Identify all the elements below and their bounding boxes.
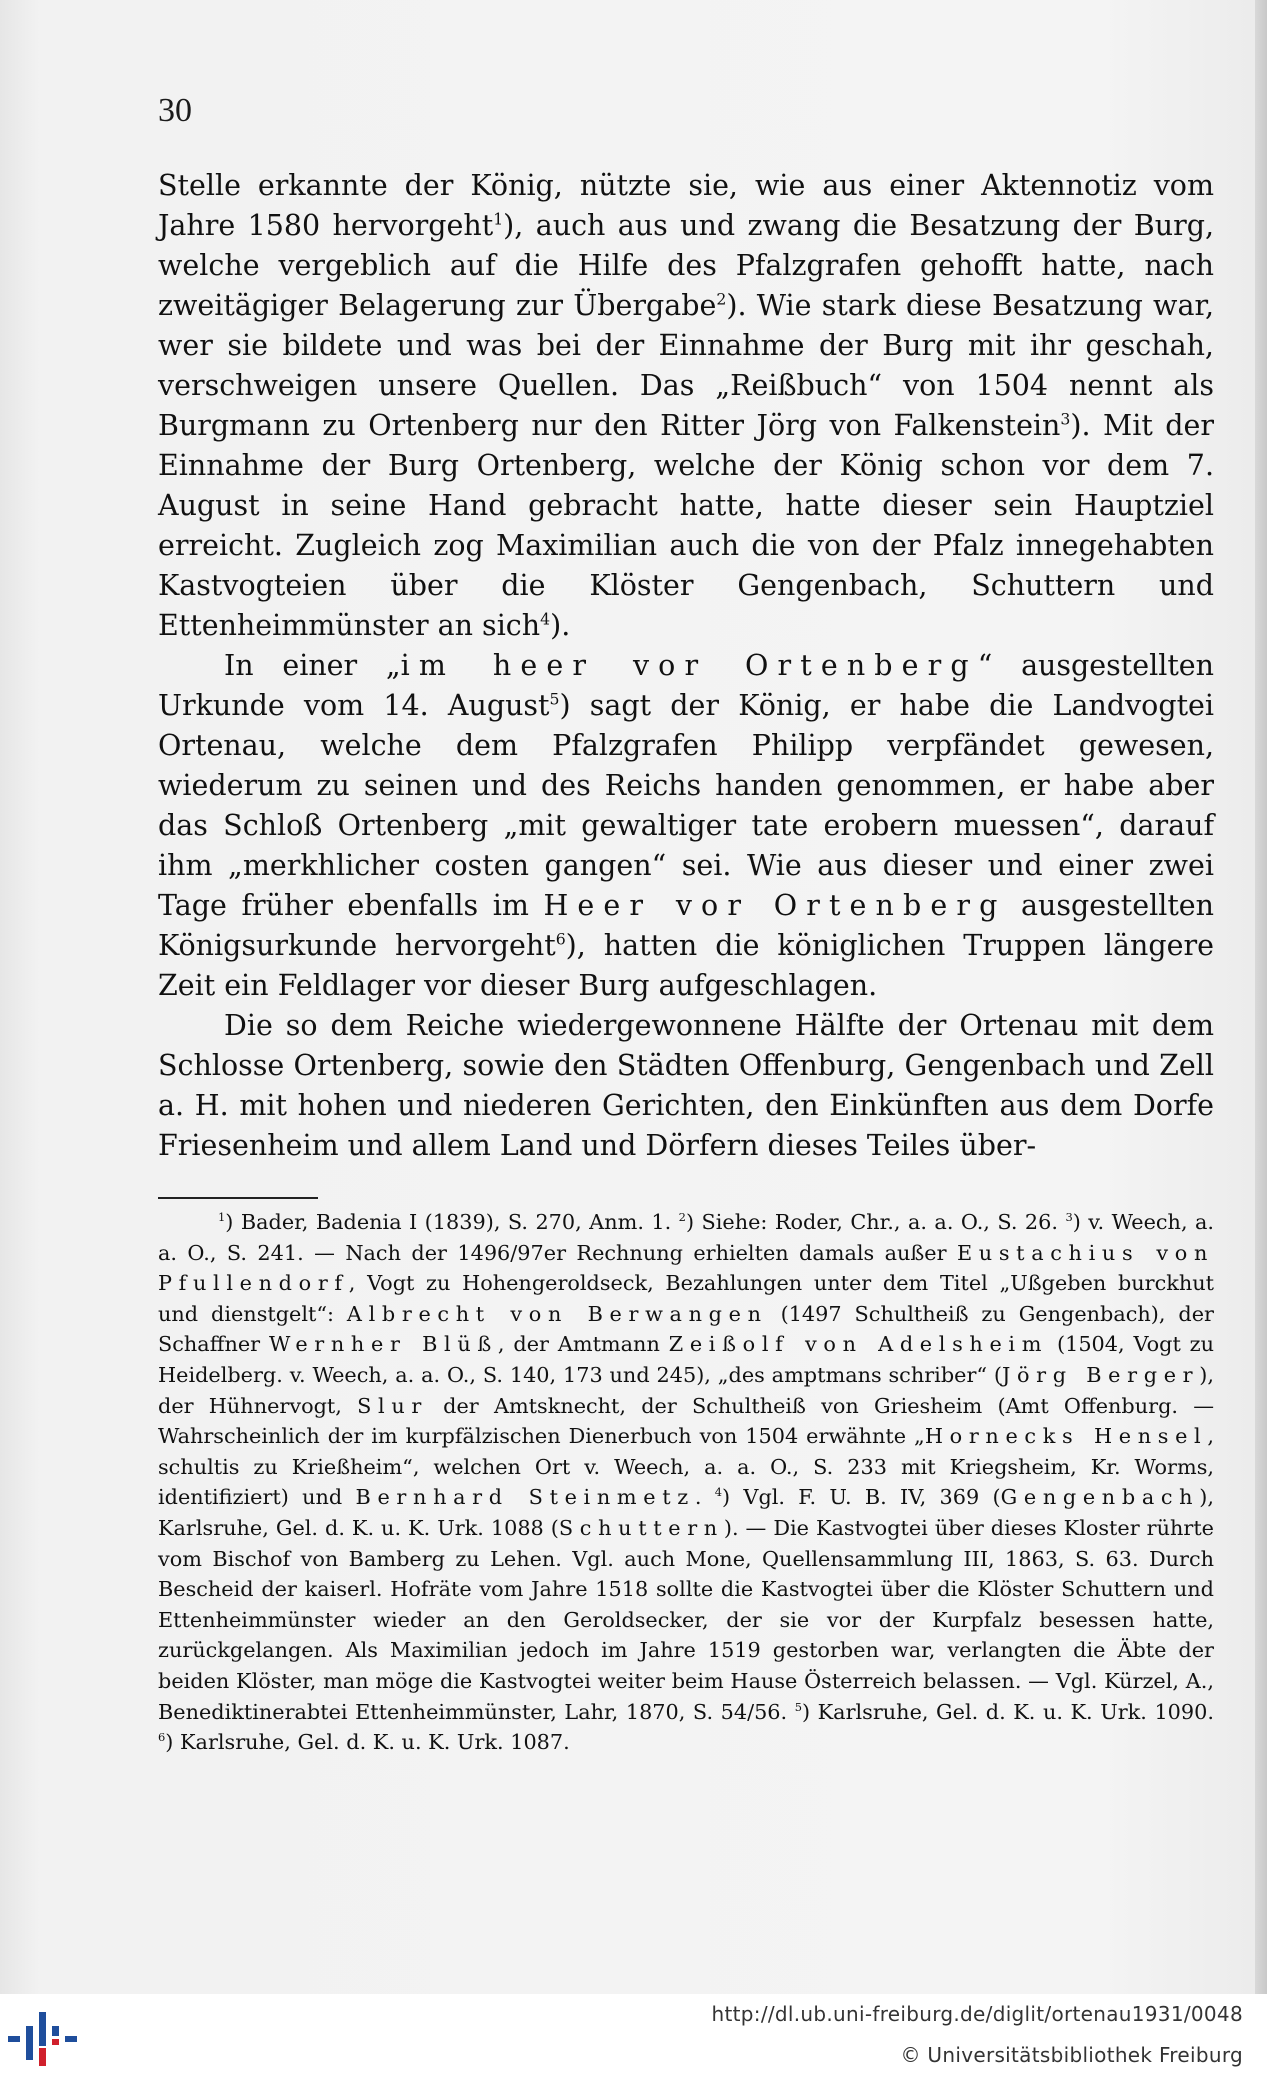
spaced-name: Schuttern (558, 1515, 724, 1540)
text-run: ). (550, 609, 571, 642)
ub-freiburg-logo-icon[interactable] (8, 2008, 78, 2070)
footnote-ref[interactable]: 6 (555, 929, 566, 949)
spaced-text: Heer vor Ortenberg (543, 889, 1007, 922)
footnotes (158, 1207, 1214, 1758)
spaced-name: Albrecht von Berwangen (346, 1301, 768, 1326)
footnote-ref[interactable]: 3 (1060, 409, 1071, 429)
footnote-text: ) Vgl. F. U. B. IV, 369 ( (722, 1485, 1001, 1510)
footnote-divider (158, 1197, 318, 1199)
footnote-text: ) Siehe: Roder, Chr., a. a. O., S. 26. (685, 1210, 1066, 1234)
footnote-ref[interactable]: 4 (540, 609, 551, 629)
logo-segment (52, 2026, 59, 2036)
main-text (158, 166, 1214, 1166)
footnote-text: ) Karlsruhe, Gel. d. K. u. K. Urk. 1087. (165, 1730, 570, 1755)
footnote-text: , Vogt zu Hohengeroldseck, Bezahlungen unter dem Titel „Ußgeben burckhut und dienstgelt“: (158, 1271, 1214, 1326)
copyright-notice: © Universitätsbibliothek Freiburg (900, 2043, 1243, 2067)
logo-segment (52, 2039, 59, 2045)
footnote-marker: 4 (714, 1485, 723, 1500)
page-number: 30 (158, 92, 192, 129)
logo-segment (39, 2012, 46, 2046)
spaced-name: Wernher Blüß (268, 1332, 498, 1357)
page-edge (1255, 0, 1267, 1994)
text-run: ) sagt der König, er habe die Landvogtei Ortenau, welche dem Pfalzgrafen Philipp verpfändet gewesen, wiederum zu seinen und des Reichs handen genommen, er habe aber das Schloß Ortenberg „mit gewaltiger tate erobern muessen“, darauf ihm „merkhlicher costen gangen“ sei. Wie aus dieser und einer zwei Tage früher ebenfalls im (158, 689, 1215, 922)
spaced-name: Eustachius von Pfullendorf (158, 1240, 1214, 1296)
footnote-text: ) Karlsruhe, Gel. d. K. u. K. Urk. 1090. (801, 1699, 1214, 1724)
footnote-marker: 2 (678, 1210, 686, 1225)
footnote-ref[interactable]: 5 (549, 689, 560, 709)
footnote-text: ), Karlsruhe, Gel. d. K. u. K. Urk. 1088 ( (158, 1485, 1214, 1540)
text-run: ), auch aus und zwang die Besatzung der Burg, welche vergeblich auf die Hilfe des Pfalzgrafen gehofft hatte, nach zweitägiger Belagerung zur Übergabe (158, 209, 1215, 322)
spaced-name: Gengenbach (1000, 1485, 1200, 1510)
spaced-name: Hornecks Hensel (924, 1424, 1208, 1449)
paragraph-1 (158, 166, 1214, 646)
text-run: ). Mit der Einnahme der Burg Ortenberg, welche der König schon vor dem 7. August in seine Hand gebracht hatte, hatte dieser sein Hauptziel erreicht. Zugleich zog Maximilian auch die von der Pfalz innegehabten Kastvogteien über die Klöster Gengenbach, Schuttern und Ettenheimmünster an sich (158, 409, 1214, 642)
footnote-text: der Amtsknecht, der Schultheiß von Griesheim (Amt Offenburg. — Wahrscheinlich der im kurpfälzischen Dienerbuch von 1504 erwähnte „ (158, 1393, 1215, 1449)
footnote-text: ) Bader, Badenia I (1839), S. 270, Anm. 1. (225, 1210, 679, 1234)
spaced-name: Slur (357, 1393, 428, 1418)
text-run: ausgestellten Königsurkunde hervorgeht (158, 889, 1214, 962)
footnote-marker: 5 (794, 1699, 802, 1714)
footnote-text: , der Amtmann (497, 1332, 669, 1357)
logo-segment (65, 2036, 77, 2042)
logo-segment (8, 2036, 20, 2042)
spaced-text: im heer vor Ortenberg (400, 649, 978, 682)
footnote-ref[interactable]: 1 (493, 209, 504, 229)
text-run: ), hatten die königlichen Truppen längere Zeit ein Feldlager vor dieser Burg aufgeschlagen. (158, 929, 1214, 1002)
footnote-text: (1497 Schultheiß zu Gengenbach), der Schaffner (158, 1301, 1214, 1357)
footnote-text: ), der Hühnervogt, (158, 1362, 1214, 1418)
text-run: Stelle erkannte der König, nützte sie, wie aus einer Aktennotiz vom Jahre 1580 hervorgeht (158, 169, 1214, 242)
text-run: “ ausgestellten Urkunde vom 14. August (158, 649, 1214, 722)
source-url-link[interactable]: http://dl.ub.uni-freiburg.de/diglit/ortenau1931/0048 (711, 2002, 1243, 2026)
footnote-text: ) v. Weech, a. a. O., S. 241. — Nach der 1496/97er Rechnung erhielten damals außer (158, 1210, 1214, 1265)
footnote-ref[interactable]: 2 (716, 289, 727, 309)
paragraph-2 (158, 646, 1214, 1006)
logo-segment (26, 2026, 33, 2060)
text-run: In einer „ (224, 649, 401, 682)
spaced-name: Bernhard Steinmetz (355, 1485, 695, 1510)
footnote-block (158, 1207, 1214, 1758)
text-run: ). Wie stark diese Besatzung war, wer sie bildete und was bei der Einnahme der Burg mit ihr geschah, verschweigen unsere Quellen. Das „Reißbuch“ von 1504 nennt als Burgmann zu Ortenberg nur den Ritter Jörg von Falkenstein (158, 289, 1214, 442)
paragraph-3: Die so dem Reiche wiedergewonnene Hälfte der Ortenau mit dem Schlosse Ortenberg, sowie den Städten Offenburg, Gengenbach und Zell a. H. mit hohen und niederen Gerichten, den Einkünften aus dem Dorfe Friesenheim und allem Land und Dörfern dieses Teiles über- (158, 1009, 1214, 1162)
footnote-marker: 3 (1065, 1210, 1073, 1225)
footnote-text: , schultis zu Krießheim“, welchen Ort v. Weech, a. a. O., S. 233 mit Kriegsheim, Kr. Worms, identifiziert) und (158, 1424, 1214, 1510)
footnote-text: (1504, Vogt zu Heidelberg. v. Weech, a. a. O., S. 140, 173 und 245), „des amptmans schriber“ ( (158, 1332, 1215, 1387)
footnote-marker: 6 (158, 1730, 166, 1745)
footnote-marker: 1 (218, 1210, 226, 1225)
spaced-name: Zeißolf von Adelsheim (668, 1332, 1049, 1357)
logo-segment (39, 2048, 46, 2066)
footnote-text: ). — Die Kastvogtei über dieses Kloster rührte vom Bischof von Bamberg zu Lehen. Vgl. auch Mone, Quellensammlung III, 1863, S. 63. Durch Bescheid der kaiserl. Hofräte vom Jahre 1518 sollte die Kastvogtei über die Klöster Schuttern und Ettenheimmünster wieder an den Geroldsecker, der sie vor der Kurpfalz besessen hatte, zurückgelangen. Als Maximilian jedoch im Jahre 1519 gestorben war, verlangten die Äbte der beiden Klöster, man möge die Kastvogtei weiter beim Hause Österreich belassen. — Vgl. Kürzel, A., Benediktinerabtei Ettenheimmünster, Lahr, 1870, S. 54/56. (158, 1515, 1214, 1724)
footnote-text: . (694, 1485, 715, 1510)
spaced-name: Jörg Berger (1001, 1362, 1200, 1387)
